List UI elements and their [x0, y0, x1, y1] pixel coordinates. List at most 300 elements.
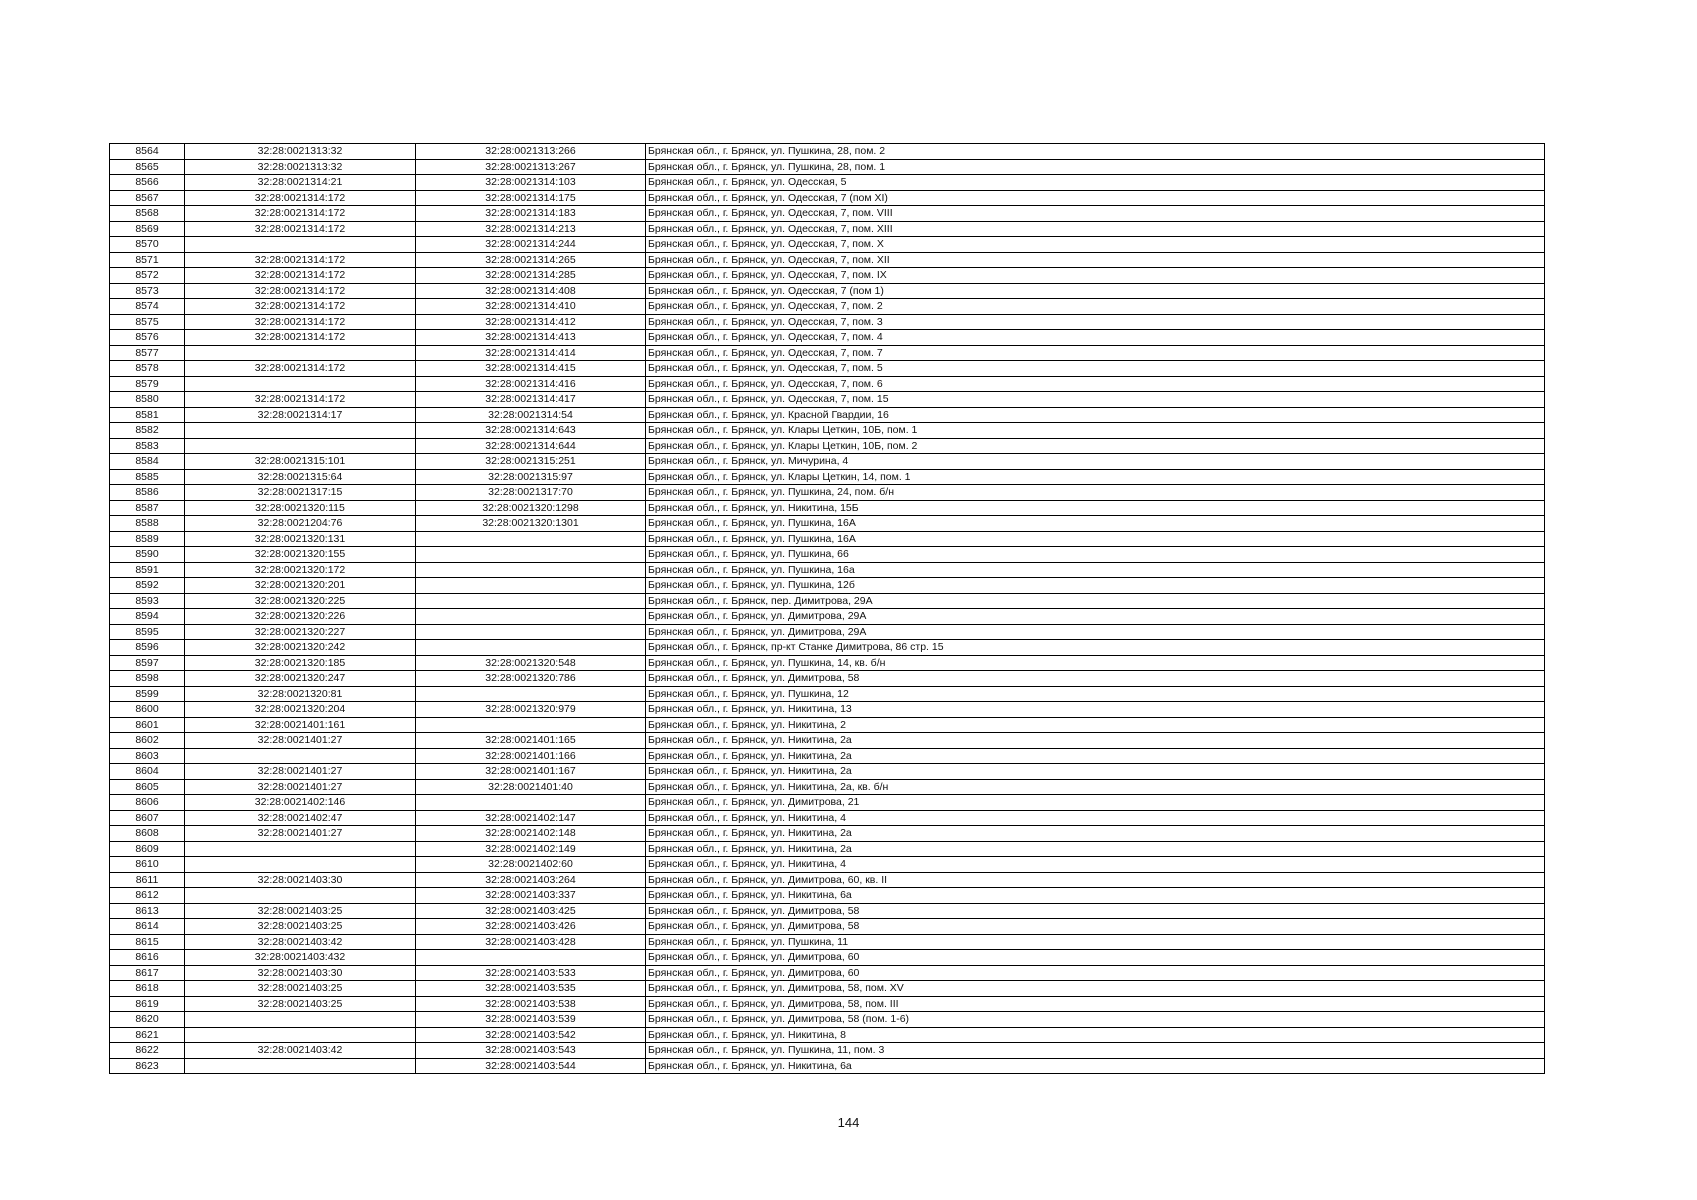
- object-cadastral-number-cell: 32:28:0021401:40: [416, 779, 646, 795]
- land-cadastral-number-cell: 32:28:0021401:27: [185, 779, 416, 795]
- row-number-cell: 8601: [110, 717, 185, 733]
- land-cadastral-number-cell: 32:28:0021320:204: [185, 702, 416, 718]
- table-row: [110, 438, 1545, 454]
- object-cadastral-number-cell: 32:28:0021313:266: [416, 144, 646, 160]
- table-row: [110, 144, 1545, 160]
- object-cadastral-number-cell: [416, 578, 646, 594]
- table-row: [110, 888, 1545, 904]
- table-row: [110, 268, 1545, 284]
- table-row: [110, 237, 1545, 253]
- table-row: [110, 624, 1545, 640]
- address-cell: Брянская обл., г. Брянск, ул. Пушкина, 11: [646, 934, 1545, 950]
- address-cell: Брянская обл., г. Брянск, ул. Никитина, 2а: [646, 841, 1545, 857]
- table-row: [110, 1043, 1545, 1059]
- address-cell: Брянская обл., г. Брянск, ул. Пушкина, 11, пом. 3: [646, 1043, 1545, 1059]
- table-row: [110, 702, 1545, 718]
- table-row: [110, 547, 1545, 563]
- table-row: [110, 190, 1545, 206]
- land-cadastral-number-cell: 32:28:0021314:17: [185, 407, 416, 423]
- object-cadastral-number-cell: 32:28:0021402:60: [416, 857, 646, 873]
- address-cell: Брянская обл., г. Брянск, ул. Клары Цеткин, 14, пом. 1: [646, 469, 1545, 485]
- object-cadastral-number-cell: 32:28:0021401:165: [416, 733, 646, 749]
- address-cell: Брянская обл., г. Брянск, ул. Пушкина, 16А: [646, 531, 1545, 547]
- address-cell: Брянская обл., г. Брянск, ул. Одесская, 7, пом. IX: [646, 268, 1545, 284]
- land-cadastral-number-cell: 32:28:0021204:76: [185, 516, 416, 532]
- table-row: [110, 578, 1545, 594]
- row-number-cell: 8586: [110, 485, 185, 501]
- row-number-cell: 8621: [110, 1027, 185, 1043]
- address-cell: Брянская обл., г. Брянск, ул. Пушкина, 12б: [646, 578, 1545, 594]
- object-cadastral-number-cell: [416, 593, 646, 609]
- object-cadastral-number-cell: 32:28:0021403:543: [416, 1043, 646, 1059]
- table-row: [110, 454, 1545, 470]
- land-cadastral-number-cell: 32:28:0021314:172: [185, 206, 416, 222]
- row-number-cell: 8618: [110, 981, 185, 997]
- land-cadastral-number-cell: 32:28:0021314:21: [185, 175, 416, 191]
- land-cadastral-number-cell: 32:28:0021315:64: [185, 469, 416, 485]
- object-cadastral-number-cell: 32:28:0021314:412: [416, 314, 646, 330]
- land-cadastral-number-cell: 32:28:0021314:172: [185, 283, 416, 299]
- land-cadastral-number-cell: 32:28:0021314:172: [185, 330, 416, 346]
- land-cadastral-number-cell: 32:28:0021403:30: [185, 872, 416, 888]
- land-cadastral-number-cell: 32:28:0021314:172: [185, 190, 416, 206]
- land-cadastral-number-cell: 32:28:0021402:146: [185, 795, 416, 811]
- object-cadastral-number-cell: 32:28:0021403:264: [416, 872, 646, 888]
- land-cadastral-number-cell: [185, 1058, 416, 1074]
- object-cadastral-number-cell: 32:28:0021403:533: [416, 965, 646, 981]
- land-cadastral-number-cell: [185, 1012, 416, 1028]
- object-cadastral-number-cell: 32:28:0021403:535: [416, 981, 646, 997]
- land-cadastral-number-cell: 32:28:0021314:172: [185, 314, 416, 330]
- row-number-cell: 8604: [110, 764, 185, 780]
- address-cell: Брянская обл., г. Брянск, ул. Пушкина, 28, пом. 1: [646, 159, 1545, 175]
- land-cadastral-number-cell: 32:28:0021401:161: [185, 717, 416, 733]
- table-row: [110, 748, 1545, 764]
- address-cell: Брянская обл., г. Брянск, ул. Димитрова, 60: [646, 965, 1545, 981]
- land-cadastral-number-cell: 32:28:0021314:172: [185, 392, 416, 408]
- land-cadastral-number-cell: [185, 841, 416, 857]
- table-row: [110, 299, 1545, 315]
- table-row: [110, 810, 1545, 826]
- address-cell: Брянская обл., г. Брянск, ул. Димитрова, 60: [646, 950, 1545, 966]
- table-row: [110, 826, 1545, 842]
- object-cadastral-number-cell: 32:28:0021320:1301: [416, 516, 646, 532]
- address-cell: Брянская обл., г. Брянск, ул. Пушкина, 12: [646, 686, 1545, 702]
- object-cadastral-number-cell: [416, 609, 646, 625]
- address-cell: Брянская обл., г. Брянск, ул. Никитина, 4: [646, 857, 1545, 873]
- address-cell: Брянская обл., г. Брянск, ул. Одесская, 7, пом. 4: [646, 330, 1545, 346]
- object-cadastral-number-cell: 32:28:0021314:54: [416, 407, 646, 423]
- land-cadastral-number-cell: [185, 237, 416, 253]
- address-cell: Брянская обл., г. Брянск, ул. Димитрова, 58: [646, 671, 1545, 687]
- land-cadastral-number-cell: 32:28:0021317:15: [185, 485, 416, 501]
- object-cadastral-number-cell: 32:28:0021314:183: [416, 206, 646, 222]
- row-number-cell: 8622: [110, 1043, 185, 1059]
- object-cadastral-number-cell: 32:28:0021317:70: [416, 485, 646, 501]
- land-cadastral-number-cell: 32:28:0021320:81: [185, 686, 416, 702]
- address-cell: Брянская обл., г. Брянск, ул. Димитрова, 21: [646, 795, 1545, 811]
- address-cell: Брянская обл., г. Брянск, ул. Никитина, 2а: [646, 764, 1545, 780]
- object-cadastral-number-cell: 32:28:0021320:548: [416, 655, 646, 671]
- row-number-cell: 8587: [110, 500, 185, 516]
- row-number-cell: 8597: [110, 655, 185, 671]
- land-cadastral-number-cell: 32:28:0021403:42: [185, 1043, 416, 1059]
- row-number-cell: 8614: [110, 919, 185, 935]
- table-row: [110, 686, 1545, 702]
- row-number-cell: 8612: [110, 888, 185, 904]
- address-cell: Брянская обл., г. Брянск, ул. Одесская, 7, пом. VIII: [646, 206, 1545, 222]
- row-number-cell: 8619: [110, 996, 185, 1012]
- object-cadastral-number-cell: [416, 640, 646, 656]
- address-cell: Брянская обл., г. Брянск, ул. Одесская, 7, пом. X: [646, 237, 1545, 253]
- address-cell: Брянская обл., г. Брянск, ул. Пушкина, 14, кв. б/н: [646, 655, 1545, 671]
- row-number-cell: 8599: [110, 686, 185, 702]
- row-number-cell: 8568: [110, 206, 185, 222]
- land-cadastral-number-cell: 32:28:0021320:115: [185, 500, 416, 516]
- row-number-cell: 8566: [110, 175, 185, 191]
- address-cell: Брянская обл., г. Брянск, пр-кт Станке Димитрова, 86 стр. 15: [646, 640, 1545, 656]
- table-row: [110, 407, 1545, 423]
- object-cadastral-number-cell: 32:28:0021403:337: [416, 888, 646, 904]
- address-cell: Брянская обл., г. Брянск, ул. Димитрова, 58, пом. III: [646, 996, 1545, 1012]
- object-cadastral-number-cell: 32:28:0021401:166: [416, 748, 646, 764]
- address-cell: Брянская обл., г. Брянск, ул. Димитрова, 58: [646, 919, 1545, 935]
- object-cadastral-number-cell: 32:28:0021401:167: [416, 764, 646, 780]
- land-cadastral-number-cell: 32:28:0021314:172: [185, 268, 416, 284]
- address-cell: Брянская обл., г. Брянск, пер. Димитрова, 29А: [646, 593, 1545, 609]
- row-number-cell: 8577: [110, 345, 185, 361]
- address-cell: Брянская обл., г. Брянск, ул. Одесская, 5: [646, 175, 1545, 191]
- table-row: [110, 221, 1545, 237]
- address-cell: Брянская обл., г. Брянск, ул. Клары Цеткин, 10Б, пом. 1: [646, 423, 1545, 439]
- table-row: [110, 655, 1545, 671]
- address-cell: Брянская обл., г. Брянск, ул. Клары Цеткин, 10Б, пом. 2: [646, 438, 1545, 454]
- row-number-cell: 8589: [110, 531, 185, 547]
- row-number-cell: 8579: [110, 376, 185, 392]
- address-cell: Брянская обл., г. Брянск, ул. Одесская, 7, пом. XII: [646, 252, 1545, 268]
- address-cell: Брянская обл., г. Брянск, ул. Никитина, 2а, кв. б/н: [646, 779, 1545, 795]
- row-number-cell: 8576: [110, 330, 185, 346]
- land-cadastral-number-cell: 32:28:0021403:42: [185, 934, 416, 950]
- address-cell: Брянская обл., г. Брянск, ул. Никитина, 4: [646, 810, 1545, 826]
- table-row: [110, 314, 1545, 330]
- address-cell: Брянская обл., г. Брянск, ул. Пушкина, 24, пом. б/н: [646, 485, 1545, 501]
- land-cadastral-number-cell: 32:28:0021402:47: [185, 810, 416, 826]
- land-cadastral-number-cell: 32:28:0021313:32: [185, 159, 416, 175]
- land-cadastral-number-cell: [185, 888, 416, 904]
- table-row: [110, 562, 1545, 578]
- table-row: [110, 1027, 1545, 1043]
- row-number-cell: 8565: [110, 159, 185, 175]
- row-number-cell: 8591: [110, 562, 185, 578]
- object-cadastral-number-cell: 32:28:0021315:251: [416, 454, 646, 470]
- address-cell: Брянская обл., г. Брянск, ул. Никитина, 13: [646, 702, 1545, 718]
- land-cadastral-number-cell: 32:28:0021314:172: [185, 299, 416, 315]
- object-cadastral-number-cell: 32:28:0021320:786: [416, 671, 646, 687]
- address-cell: Брянская обл., г. Брянск, ул. Димитрова, 58: [646, 903, 1545, 919]
- object-cadastral-number-cell: [416, 547, 646, 563]
- object-cadastral-number-cell: [416, 624, 646, 640]
- address-cell: Брянская обл., г. Брянск, ул. Димитрова, 60, кв. II: [646, 872, 1545, 888]
- row-number-cell: 8582: [110, 423, 185, 439]
- address-cell: Брянская обл., г. Брянск, ул. Пушкина, 16А: [646, 516, 1545, 532]
- land-cadastral-number-cell: 32:28:0021401:27: [185, 733, 416, 749]
- table-row: [110, 779, 1545, 795]
- table-row: [110, 593, 1545, 609]
- table-row: [110, 903, 1545, 919]
- row-number-cell: 8602: [110, 733, 185, 749]
- object-cadastral-number-cell: 32:28:0021403:538: [416, 996, 646, 1012]
- object-cadastral-number-cell: [416, 795, 646, 811]
- row-number-cell: 8581: [110, 407, 185, 423]
- object-cadastral-number-cell: 32:28:0021314:417: [416, 392, 646, 408]
- object-cadastral-number-cell: 32:28:0021314:414: [416, 345, 646, 361]
- row-number-cell: 8610: [110, 857, 185, 873]
- address-cell: Брянская обл., г. Брянск, ул. Никитина, 6а: [646, 1058, 1545, 1074]
- address-cell: Брянская обл., г. Брянск, ул. Никитина, 6а: [646, 888, 1545, 904]
- row-number-cell: 8611: [110, 872, 185, 888]
- object-cadastral-number-cell: 32:28:0021315:97: [416, 469, 646, 485]
- address-cell: Брянская обл., г. Брянск, ул. Одесская, 7, пом. 7: [646, 345, 1545, 361]
- land-cadastral-number-cell: 32:28:0021403:25: [185, 919, 416, 935]
- land-cadastral-number-cell: [185, 345, 416, 361]
- object-cadastral-number-cell: 32:28:0021403:425: [416, 903, 646, 919]
- address-cell: Брянская обл., г. Брянск, ул. Пушкина, 66: [646, 547, 1545, 563]
- row-number-cell: 8570: [110, 237, 185, 253]
- address-cell: Брянская обл., г. Брянск, ул. Никитина, 15Б: [646, 500, 1545, 516]
- address-cell: Брянская обл., г. Брянск, ул. Димитрова, 58, пом. XV: [646, 981, 1545, 997]
- address-cell: Брянская обл., г. Брянск, ул. Димитрова, 29А: [646, 609, 1545, 625]
- table-row: [110, 516, 1545, 532]
- row-number-cell: 8574: [110, 299, 185, 315]
- address-cell: Брянская обл., г. Брянск, ул. Никитина, 2: [646, 717, 1545, 733]
- object-cadastral-number-cell: 32:28:0021314:213: [416, 221, 646, 237]
- row-number-cell: 8572: [110, 268, 185, 284]
- table-row: [110, 733, 1545, 749]
- land-cadastral-number-cell: 32:28:0021320:155: [185, 547, 416, 563]
- table-row: [110, 361, 1545, 377]
- object-cadastral-number-cell: 32:28:0021403:428: [416, 934, 646, 950]
- row-number-cell: 8580: [110, 392, 185, 408]
- row-number-cell: 8578: [110, 361, 185, 377]
- address-cell: Брянская обл., г. Брянск, ул. Никитина, 2а: [646, 748, 1545, 764]
- address-cell: Брянская обл., г. Брянск, ул. Мичурина, 4: [646, 454, 1545, 470]
- address-cell: Брянская обл., г. Брянск, ул. Одесская, 7, пом. 5: [646, 361, 1545, 377]
- registry-table-body: [110, 144, 1545, 1074]
- table-row: [110, 950, 1545, 966]
- object-cadastral-number-cell: 32:28:0021314:644: [416, 438, 646, 454]
- row-number-cell: 8564: [110, 144, 185, 160]
- land-cadastral-number-cell: 32:28:0021320:242: [185, 640, 416, 656]
- land-cadastral-number-cell: 32:28:0021401:27: [185, 764, 416, 780]
- object-cadastral-number-cell: [416, 950, 646, 966]
- row-number-cell: 8613: [110, 903, 185, 919]
- land-cadastral-number-cell: [185, 438, 416, 454]
- object-cadastral-number-cell: 32:28:0021314:244: [416, 237, 646, 253]
- table-row: [110, 981, 1545, 997]
- object-cadastral-number-cell: 32:28:0021314:413: [416, 330, 646, 346]
- row-number-cell: 8571: [110, 252, 185, 268]
- row-number-cell: 8583: [110, 438, 185, 454]
- row-number-cell: 8605: [110, 779, 185, 795]
- object-cadastral-number-cell: 32:28:0021314:175: [416, 190, 646, 206]
- table-row: [110, 717, 1545, 733]
- land-cadastral-number-cell: 32:28:0021403:25: [185, 981, 416, 997]
- address-cell: Брянская обл., г. Брянск, ул. Никитина, 8: [646, 1027, 1545, 1043]
- table-row: [110, 609, 1545, 625]
- object-cadastral-number-cell: 32:28:0021403:544: [416, 1058, 646, 1074]
- table-row: [110, 965, 1545, 981]
- table-row: [110, 1012, 1545, 1028]
- object-cadastral-number-cell: 32:28:0021314:416: [416, 376, 646, 392]
- land-cadastral-number-cell: 32:28:0021314:172: [185, 221, 416, 237]
- object-cadastral-number-cell: 32:28:0021403:426: [416, 919, 646, 935]
- land-cadastral-number-cell: 32:28:0021320:226: [185, 609, 416, 625]
- table-row: [110, 934, 1545, 950]
- land-cadastral-number-cell: 32:28:0021403:25: [185, 903, 416, 919]
- row-number-cell: 8623: [110, 1058, 185, 1074]
- object-cadastral-number-cell: 32:28:0021313:267: [416, 159, 646, 175]
- land-cadastral-number-cell: 32:28:0021401:27: [185, 826, 416, 842]
- table-row: [110, 330, 1545, 346]
- row-number-cell: 8584: [110, 454, 185, 470]
- object-cadastral-number-cell: 32:28:0021402:148: [416, 826, 646, 842]
- object-cadastral-number-cell: 32:28:0021320:979: [416, 702, 646, 718]
- land-cadastral-number-cell: [185, 857, 416, 873]
- object-cadastral-number-cell: 32:28:0021403:539: [416, 1012, 646, 1028]
- object-cadastral-number-cell: 32:28:0021320:1298: [416, 500, 646, 516]
- row-number-cell: 8588: [110, 516, 185, 532]
- address-cell: Брянская обл., г. Брянск, ул. Димитрова, 29А: [646, 624, 1545, 640]
- table-row: [110, 206, 1545, 222]
- land-cadastral-number-cell: 32:28:0021315:101: [185, 454, 416, 470]
- object-cadastral-number-cell: 32:28:0021314:643: [416, 423, 646, 439]
- land-cadastral-number-cell: 32:28:0021403:25: [185, 996, 416, 1012]
- table-row: [110, 795, 1545, 811]
- row-number-cell: 8585: [110, 469, 185, 485]
- address-cell: Брянская обл., г. Брянск, ул. Красной Гвардии, 16: [646, 407, 1545, 423]
- row-number-cell: 8600: [110, 702, 185, 718]
- row-number-cell: 8620: [110, 1012, 185, 1028]
- table-row: [110, 919, 1545, 935]
- object-cadastral-number-cell: [416, 531, 646, 547]
- row-number-cell: 8567: [110, 190, 185, 206]
- object-cadastral-number-cell: 32:28:0021314:408: [416, 283, 646, 299]
- table-row: [110, 376, 1545, 392]
- row-number-cell: 8606: [110, 795, 185, 811]
- address-cell: Брянская обл., г. Брянск, ул. Одесская, 7, пом. XIII: [646, 221, 1545, 237]
- table-row: [110, 159, 1545, 175]
- address-cell: Брянская обл., г. Брянск, ул. Никитина, 2а: [646, 826, 1545, 842]
- page-number: 144: [837, 1115, 860, 1130]
- land-cadastral-number-cell: 32:28:0021320:247: [185, 671, 416, 687]
- table-row: [110, 175, 1545, 191]
- registry-table: [109, 143, 1545, 1074]
- land-cadastral-number-cell: 32:28:0021314:172: [185, 252, 416, 268]
- row-number-cell: 8607: [110, 810, 185, 826]
- row-number-cell: 8616: [110, 950, 185, 966]
- row-number-cell: 8617: [110, 965, 185, 981]
- land-cadastral-number-cell: 32:28:0021403:30: [185, 965, 416, 981]
- row-number-cell: 8569: [110, 221, 185, 237]
- table-row: [110, 764, 1545, 780]
- land-cadastral-number-cell: 32:28:0021320:201: [185, 578, 416, 594]
- row-number-cell: 8608: [110, 826, 185, 842]
- object-cadastral-number-cell: 32:28:0021314:415: [416, 361, 646, 377]
- row-number-cell: 8590: [110, 547, 185, 563]
- table-row: [110, 469, 1545, 485]
- land-cadastral-number-cell: [185, 748, 416, 764]
- row-number-cell: 8593: [110, 593, 185, 609]
- object-cadastral-number-cell: [416, 686, 646, 702]
- object-cadastral-number-cell: 32:28:0021314:285: [416, 268, 646, 284]
- table-row: [110, 252, 1545, 268]
- address-cell: Брянская обл., г. Брянск, ул. Никитина, 2а: [646, 733, 1545, 749]
- land-cadastral-number-cell: [185, 1027, 416, 1043]
- table-row: [110, 996, 1545, 1012]
- table-row: [110, 283, 1545, 299]
- row-number-cell: 8594: [110, 609, 185, 625]
- address-cell: Брянская обл., г. Брянск, ул. Одесская, 7, пом. 3: [646, 314, 1545, 330]
- object-cadastral-number-cell: 32:28:0021402:147: [416, 810, 646, 826]
- object-cadastral-number-cell: 32:28:0021314:410: [416, 299, 646, 315]
- land-cadastral-number-cell: 32:28:0021314:172: [185, 361, 416, 377]
- address-cell: Брянская обл., г. Брянск, ул. Пушкина, 28, пом. 2: [646, 144, 1545, 160]
- table-row: [110, 423, 1545, 439]
- row-number-cell: 8592: [110, 578, 185, 594]
- table-row: [110, 640, 1545, 656]
- table-row: [110, 500, 1545, 516]
- row-number-cell: 8609: [110, 841, 185, 857]
- land-cadastral-number-cell: [185, 423, 416, 439]
- object-cadastral-number-cell: [416, 562, 646, 578]
- address-cell: Брянская обл., г. Брянск, ул. Одесская, 7, пом. 15: [646, 392, 1545, 408]
- row-number-cell: 8595: [110, 624, 185, 640]
- row-number-cell: 8573: [110, 283, 185, 299]
- address-cell: Брянская обл., г. Брянск, ул. Одесская, 7 (пом XI): [646, 190, 1545, 206]
- land-cadastral-number-cell: 32:28:0021403:432: [185, 950, 416, 966]
- table-row: [110, 531, 1545, 547]
- object-cadastral-number-cell: 32:28:0021403:542: [416, 1027, 646, 1043]
- land-cadastral-number-cell: 32:28:0021320:131: [185, 531, 416, 547]
- row-number-cell: 8603: [110, 748, 185, 764]
- row-number-cell: 8615: [110, 934, 185, 950]
- table-row: [110, 872, 1545, 888]
- address-cell: Брянская обл., г. Брянск, ул. Димитрова, 58 (пом. 1-6): [646, 1012, 1545, 1028]
- row-number-cell: 8598: [110, 671, 185, 687]
- address-cell: Брянская обл., г. Брянск, ул. Одесская, 7, пом. 6: [646, 376, 1545, 392]
- table-row: [110, 392, 1545, 408]
- object-cadastral-number-cell: 32:28:0021314:103: [416, 175, 646, 191]
- land-cadastral-number-cell: 32:28:0021320:185: [185, 655, 416, 671]
- row-number-cell: 8596: [110, 640, 185, 656]
- land-cadastral-number-cell: 32:28:0021320:225: [185, 593, 416, 609]
- land-cadastral-number-cell: 32:28:0021320:172: [185, 562, 416, 578]
- address-cell: Брянская обл., г. Брянск, ул. Одесская, 7 (пом 1): [646, 283, 1545, 299]
- table-row: [110, 485, 1545, 501]
- table-row: [110, 857, 1545, 873]
- land-cadastral-number-cell: 32:28:0021320:227: [185, 624, 416, 640]
- address-cell: Брянская обл., г. Брянск, ул. Пушкина, 16а: [646, 562, 1545, 578]
- row-number-cell: 8575: [110, 314, 185, 330]
- object-cadastral-number-cell: 32:28:0021314:265: [416, 252, 646, 268]
- table-row: [110, 671, 1545, 687]
- table-row: [110, 841, 1545, 857]
- land-cadastral-number-cell: [185, 376, 416, 392]
- table-row: [110, 1058, 1545, 1074]
- table-row: [110, 345, 1545, 361]
- object-cadastral-number-cell: 32:28:0021402:149: [416, 841, 646, 857]
